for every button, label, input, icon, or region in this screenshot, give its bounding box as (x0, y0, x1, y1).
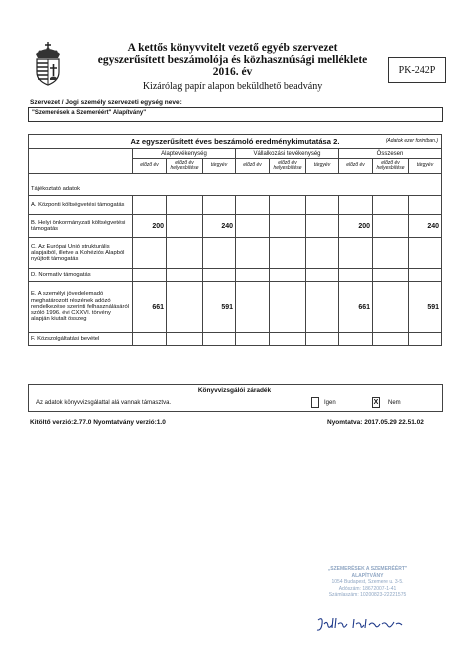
subheader-previous-year: előző év (236, 159, 270, 174)
subheader-current-year: tárgyév (409, 159, 442, 174)
cell-d-8[interactable] (373, 269, 409, 282)
subheader-previous-year-correction: előző év helyesbítése (373, 159, 409, 174)
cell-d-3[interactable] (203, 269, 236, 282)
group-header-basic-activity: Alaptevékenység (133, 149, 236, 159)
cell-b-5[interactable] (270, 215, 306, 238)
cell-c-2[interactable] (167, 238, 203, 269)
stamp-line-5: Számlaszám: 10200823-22221575 (328, 592, 407, 598)
section-label: Tájékoztató adatok (29, 174, 442, 196)
cell-c-6[interactable] (306, 238, 339, 269)
cell-a-3[interactable] (203, 196, 236, 215)
row-label-a: A. Központi költségvetési támogatás (29, 196, 133, 215)
subheader-previous-year: előző év (133, 159, 167, 174)
audit-yes-label: Igen (324, 400, 336, 406)
handwritten-signature-icon (314, 614, 414, 636)
cell-b-2[interactable] (167, 215, 203, 238)
audit-statement: Az adatok könyvvizsgálattal alá vannak támasztva. (36, 400, 172, 406)
organization-stamp (300, 566, 435, 599)
form-subtitle: Kizárólag papír alapon beküldhető beadvány (142, 81, 323, 92)
subheader-current-year: tárgyév (203, 159, 236, 174)
subheader-current-year: tárgyév (306, 159, 339, 174)
stamp-line-1: „SZEMERÉSEK A SZEMERÉÉRT" (327, 566, 408, 572)
row-label-b: B. Helyi önkormányzati költségvetési támogatás (29, 215, 133, 238)
cell-e-9[interactable]: 591 (409, 282, 442, 333)
cell-b-4[interactable] (236, 215, 270, 238)
cell-b-6[interactable] (306, 215, 339, 238)
cell-f-4[interactable] (236, 333, 270, 346)
cell-c-4[interactable] (236, 238, 270, 269)
cell-a-9[interactable] (409, 196, 442, 215)
stamp-line-3: 1054 Budapest, Szemere u. 3-5. (331, 579, 404, 585)
income-statement-table (28, 134, 442, 346)
audit-clause-title: Könyvvizsgálói záradék (197, 387, 272, 394)
cell-c-3[interactable] (203, 238, 236, 269)
cell-e-1[interactable]: 661 (133, 282, 167, 333)
subheader-previous-year: előző év (339, 159, 373, 174)
audit-no-label: Nem (388, 400, 401, 406)
cell-d-2[interactable] (167, 269, 203, 282)
cell-a-1[interactable] (133, 196, 167, 215)
row-label-d: D. Normatív támogatás (29, 269, 133, 282)
cell-e-7[interactable]: 661 (339, 282, 373, 333)
cell-f-8[interactable] (373, 333, 409, 346)
cell-b-9[interactable]: 240 (409, 215, 442, 238)
form-title-line-2: egyszerűsített beszámolója és közhasznúsági melléklete (97, 54, 368, 66)
hungarian-coat-of-arms-icon (30, 40, 66, 86)
table-title-cell (29, 135, 442, 149)
cell-e-3[interactable]: 591 (203, 282, 236, 333)
unit-note: (Adatok ezer forintban.) (385, 138, 438, 144)
organization-label: Szervezet / Jogi személy szervezeti egység neve: (30, 99, 182, 106)
cell-d-4[interactable] (236, 269, 270, 282)
print-timestamp: Nyomtatva: 2017.05.29 22.51.02 (327, 419, 424, 426)
cell-f-1[interactable] (133, 333, 167, 346)
cell-a-7[interactable] (339, 196, 373, 215)
table-title: Az egyszerűsített éves beszámoló eredménykimutatása 2. (130, 137, 340, 146)
stamp-line-2: ALAPÍTVÁNY (351, 572, 384, 579)
cell-a-2[interactable] (167, 196, 203, 215)
cell-a-4[interactable] (236, 196, 270, 215)
cell-a-6[interactable] (306, 196, 339, 215)
cell-a-5[interactable] (270, 196, 306, 215)
audit-yes-checkbox[interactable] (311, 397, 319, 408)
stamp-line-4: Adószám: 18672007-1-41 (338, 585, 397, 592)
cell-f-6[interactable] (306, 333, 339, 346)
cell-c-1[interactable] (133, 238, 167, 269)
subheader-previous-year-correction: előző év helyesbítése (167, 159, 203, 174)
cell-b-3[interactable]: 240 (203, 215, 236, 238)
cell-e-4[interactable] (236, 282, 270, 333)
cell-d-7[interactable] (339, 269, 373, 282)
cell-e-5[interactable] (270, 282, 306, 333)
row-label-c: C. Az Európai Unió strukturális alapjaiból, illetve a Kohéziós Alapból nyújtott támogatás (29, 238, 133, 269)
form-title-line-3: 2016. év (212, 66, 253, 78)
cell-c-9[interactable] (409, 238, 442, 269)
form-title-line-1: A kettős könyvvitelt vezető egyéb szervezet (127, 42, 338, 54)
cell-f-3[interactable] (203, 333, 236, 346)
cell-b-7[interactable]: 200 (339, 215, 373, 238)
cell-f-9[interactable] (409, 333, 442, 346)
cell-d-9[interactable] (409, 269, 442, 282)
organization-name-value: "Szemerések a Szemeréért" Alapítvány" (32, 110, 147, 116)
cell-e-8[interactable] (373, 282, 409, 333)
group-header-total: Összesen (339, 149, 442, 159)
cell-d-5[interactable] (270, 269, 306, 282)
row-label-header (29, 149, 133, 174)
cell-e-6[interactable] (306, 282, 339, 333)
cell-b-1[interactable]: 200 (133, 215, 167, 238)
audit-no-checkbox[interactable]: X (373, 399, 379, 406)
cell-f-5[interactable] (270, 333, 306, 346)
cell-f-2[interactable] (167, 333, 203, 346)
group-header-business-activity: Vállalkozási tevékenység (236, 149, 339, 159)
cell-d-6[interactable] (306, 269, 339, 282)
cell-c-7[interactable] (339, 238, 373, 269)
cell-c-8[interactable] (373, 238, 409, 269)
row-label-e: E. A személyi jövedelemadó meghatározott részének adózó rendelkezése szerinti felhasználásáról szóló 1996. évi CXXVI. törvény alapján kiutalt összeg (29, 282, 133, 333)
cell-e-2[interactable] (167, 282, 203, 333)
cell-d-1[interactable] (133, 269, 167, 282)
row-label-f: F. Közszolgáltatási bevétel (29, 333, 133, 346)
cell-f-7[interactable] (339, 333, 373, 346)
subheader-previous-year-correction: előző év helyesbítése (270, 159, 306, 174)
version-info: Kitöltő verzió:2.77.0 Nyomtatvány verzió:1.0 (30, 419, 166, 426)
cell-a-8[interactable] (373, 196, 409, 215)
form-code-box: PK-242P (388, 57, 446, 83)
cell-b-8[interactable] (373, 215, 409, 238)
cell-c-5[interactable] (270, 238, 306, 269)
